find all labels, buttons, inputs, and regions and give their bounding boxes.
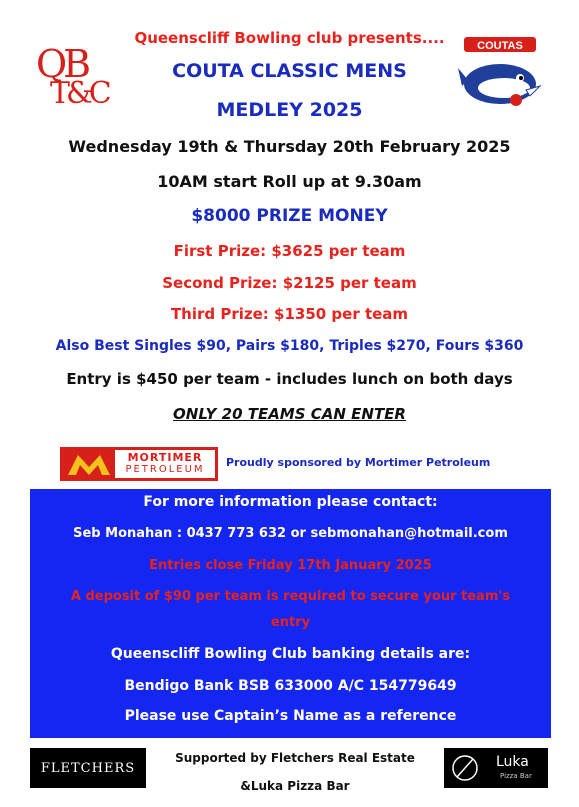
banking-details: Bendigo Bank BSB 633000 A/C 154779649 bbox=[124, 678, 457, 694]
contact-details: Seb Monahan : 0437 773 632 or sebmonahan@hotmail.com bbox=[73, 526, 508, 541]
event-title: COUTA CLASSIC MENS bbox=[172, 60, 407, 82]
event-dates: Wednesday 19th & Thursday 20th February 2025 bbox=[68, 137, 511, 156]
contact-box bbox=[30, 489, 551, 738]
banking-reference: Please use Captain’s Name as a reference bbox=[124, 708, 457, 724]
mortimer-m-icon bbox=[66, 451, 112, 477]
third-prize: Third Prize: $1350 per team bbox=[170, 305, 409, 323]
extra-prizes: Also Best Singles $90, Pairs $180, Triples $270, Fours $360 bbox=[55, 338, 524, 354]
deposit-notice: A deposit of $90 per team is required to secure your team's bbox=[70, 589, 511, 604]
event-times: 10AM start Roll up at 9.30am bbox=[157, 172, 422, 191]
team-limit: ONLY 20 TEAMS CAN ENTER bbox=[173, 405, 406, 423]
banking-heading: Queenscliff Bowling Club banking details are: bbox=[110, 646, 471, 662]
footer-sponsors-second: &Luka Pizza Bar bbox=[240, 779, 350, 793]
sponsor-logo-top: MORTIMER bbox=[127, 451, 203, 464]
entries-close: Entries close Friday 17th January 2025 bbox=[149, 558, 432, 573]
second-prize: Second Prize: $2125 per team bbox=[162, 274, 417, 292]
first-prize: First Prize: $3625 per team bbox=[173, 242, 406, 260]
event-title-year: MEDLEY 2025 bbox=[216, 99, 363, 121]
prize-money: $8000 PRIZE MONEY bbox=[191, 206, 388, 226]
footer-sponsors: Supported by Fletchers Real Estate bbox=[175, 751, 415, 765]
luka-pizza-logo bbox=[444, 748, 548, 788]
mortimer-petroleum-logo bbox=[60, 447, 218, 481]
deposit-notice-end: entry bbox=[270, 615, 311, 630]
luka-logo-text: Luka bbox=[496, 754, 529, 770]
club-logo: QB T&C bbox=[36, 42, 108, 111]
pizza-icon bbox=[450, 753, 480, 783]
coutas-label: COUTAS bbox=[477, 40, 523, 52]
presenter-line: Queenscliff Bowling club presents.... bbox=[134, 29, 445, 47]
sponsor-text: Proudly sponsored by Mortimer Petroleum bbox=[226, 456, 491, 469]
fletchers-logo-text: FLETCHERS bbox=[40, 760, 136, 776]
entry-fee: Entry is $450 per team - includes lunch on both days bbox=[66, 370, 513, 388]
luka-logo-subtext: Pizza Bar bbox=[500, 772, 532, 780]
contact-heading: For more information please contact: bbox=[143, 494, 438, 510]
sponsor-logo-bottom: PETROLEUM bbox=[125, 464, 205, 475]
fletchers-logo bbox=[30, 748, 146, 788]
